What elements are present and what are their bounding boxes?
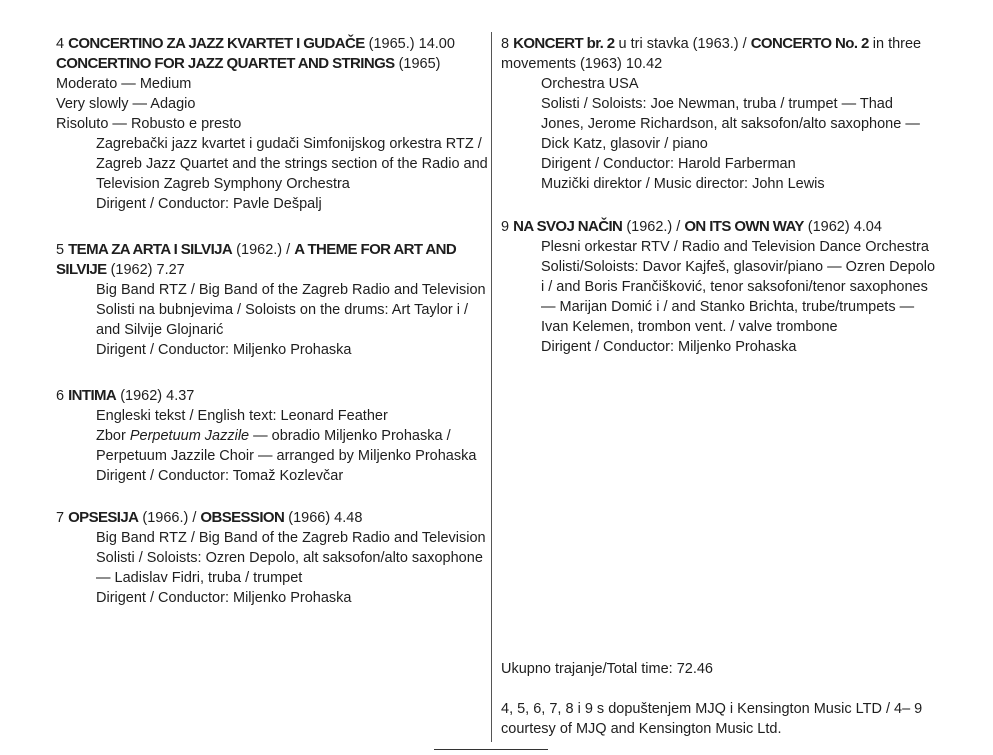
track-title: KONCERT br. 2 — [513, 35, 615, 52]
credit-line: Plesni orkestar RTV / Radio and Television Dance Orchestra — [541, 239, 929, 255]
movement: Moderato — Medium — [56, 76, 192, 92]
license-note — [501, 699, 922, 739]
credit-line: Zagreb Jazz Quartet and the strings section of the Radio and — [96, 156, 488, 172]
credit-line: Zagrebački jazz kvartet i gudači Simfonijskog orkestra RTZ / — [96, 136, 482, 152]
track-year: (1965.) — [368, 36, 415, 52]
credit-line: Big Band RTZ / Big Band of the Zagreb Radio and Television — [96, 282, 486, 298]
track-number: 4 — [56, 36, 65, 52]
track-title: OPSESIJA — [68, 509, 139, 526]
track-title-english: CONCERTO No. 2 — [750, 35, 869, 52]
track-year: (1962.) / — [626, 219, 681, 235]
track-title-english: OBSESSION — [200, 509, 285, 526]
credit-line: Jones, Jerome Richardson, alt saksofon/alto saxophone — — [541, 116, 920, 132]
credit-line: Big Band RTZ / Big Band of the Zagreb Radio and Television — [96, 530, 486, 546]
track-number: 5 — [56, 242, 65, 258]
track-title: CONCERTINO ZA JAZZ KVARTET I GUDAČE — [68, 35, 365, 52]
track-title: INTIMA — [68, 387, 117, 404]
track-4 — [56, 34, 488, 214]
track-8 — [501, 34, 929, 194]
track-duration: 14.00 — [418, 36, 455, 52]
credit-line: — Marijan Domić i / and Stanko Brichta, trube/trumpets — — [541, 299, 915, 315]
credit-line: Orchestra USA — [541, 76, 639, 92]
credit-line: and Silvije Glojnarić — [96, 322, 224, 338]
track-title-english: CONCERTINO FOR JAZZ QUARTET AND STRINGS — [56, 55, 395, 72]
credit-line: Perpetuum Jazzile Choir — arranged by Miljenko Prohaska — [96, 448, 477, 464]
track-subtitle: movements (1963) 10.42 — [501, 56, 663, 72]
credit-line: Dirigent / Conductor: Pavle Dešpalj — [96, 196, 322, 212]
credit-line: Dirigent / Conductor: Harold Farberman — [541, 156, 796, 172]
movement: Risoluto — Robusto e presto — [56, 116, 242, 132]
track-year-duration: (1962) 4.37 — [120, 388, 195, 404]
credit-prefix: Zbor — [96, 428, 130, 444]
track-6 — [56, 386, 481, 486]
license-line: courtesy of MJQ and Kensington Music Ltd. — [501, 721, 782, 737]
track-year-duration: (1962) 7.27 — [110, 262, 185, 278]
track-number: 8 — [501, 36, 510, 52]
credit-line — [56, 426, 481, 446]
track-title-english: ON ITS OWN WAY — [684, 218, 804, 235]
track-year-english: (1965) — [398, 56, 441, 72]
track-year-duration: (1966) 4.48 — [288, 510, 363, 526]
credit-line: Dirigent / Conductor: Tomaž Kozlevčar — [96, 468, 344, 484]
credit-line: i / and Boris Frančišković, tenor saksofoni/tenor saxophones — [541, 279, 928, 295]
track-title-tail: in three — [872, 36, 922, 52]
track-number: 6 — [56, 388, 65, 404]
track-9 — [501, 217, 936, 357]
track-title: NA SVOJ NAČIN — [513, 218, 623, 235]
movement: Very slowly — Adagio — [56, 96, 196, 112]
column-divider — [491, 32, 492, 742]
credit-line: Solisti / Soloists: Joe Newman, truba / trumpet — Thad — [541, 96, 893, 112]
track-title-english: A THEME FOR ART AND — [294, 241, 457, 258]
credit-line: Muzički direktor / Music director: John Lewis — [541, 176, 825, 192]
total-time: Ukupno trajanje/Total time: 72.46 — [501, 661, 713, 677]
track-number: 7 — [56, 510, 65, 526]
license-line: 4, 5, 6, 7, 8 i 9 s dopuštenjem MJQ i Kensington Music LTD / 4– 9 — [501, 701, 923, 717]
credit-line: Dirigent / Conductor: Miljenko Prohaska — [96, 590, 352, 606]
track-number: 9 — [501, 219, 510, 235]
track-title-english-cont: SILVIJE — [56, 261, 107, 278]
credit-suffix: — obradio Miljenko Prohaska / — [249, 428, 451, 444]
credit-line: Dirigent / Conductor: Miljenko Prohaska — [541, 339, 797, 355]
choir-name: Perpetuum Jazzile — [129, 428, 250, 444]
credit-line: Solisti na bubnjevima / Soloists on the drums: Art Taylor i / — [96, 302, 469, 318]
track-year: (1966.) / — [142, 510, 197, 526]
track-year-duration: (1962) 4.04 — [807, 219, 882, 235]
credit-line: Television Zagreb Symphony Orchestra — [96, 176, 350, 192]
credit-line: Dick Katz, glasovir / piano — [541, 136, 708, 152]
credit-line: Engleski tekst / English text: Leonard Feather — [96, 408, 388, 424]
track-year: (1962.) / — [236, 242, 291, 258]
credit-line: Solisti / Soloists: Ozren Depolo, alt saksofon/alto saxophone — [96, 550, 483, 566]
page-bottom-rule — [434, 749, 548, 750]
credit-line: Ivan Kelemen, trombon vent. / valve trombone — [541, 319, 838, 335]
track-title: TEMA ZA ARTA I SILVIJA — [68, 241, 233, 258]
credit-line: Dirigent / Conductor: Miljenko Prohaska — [96, 342, 352, 358]
track-year: u tri stavka (1963.) / — [618, 36, 747, 52]
track-5 — [56, 240, 486, 360]
credit-line: — Ladislav Fidri, truba / trumpet — [96, 570, 303, 586]
credit-line: Solisti/Soloists: Davor Kajfeš, glasovir/piano — Ozren Depolo — [541, 259, 936, 275]
track-7 — [56, 508, 486, 608]
